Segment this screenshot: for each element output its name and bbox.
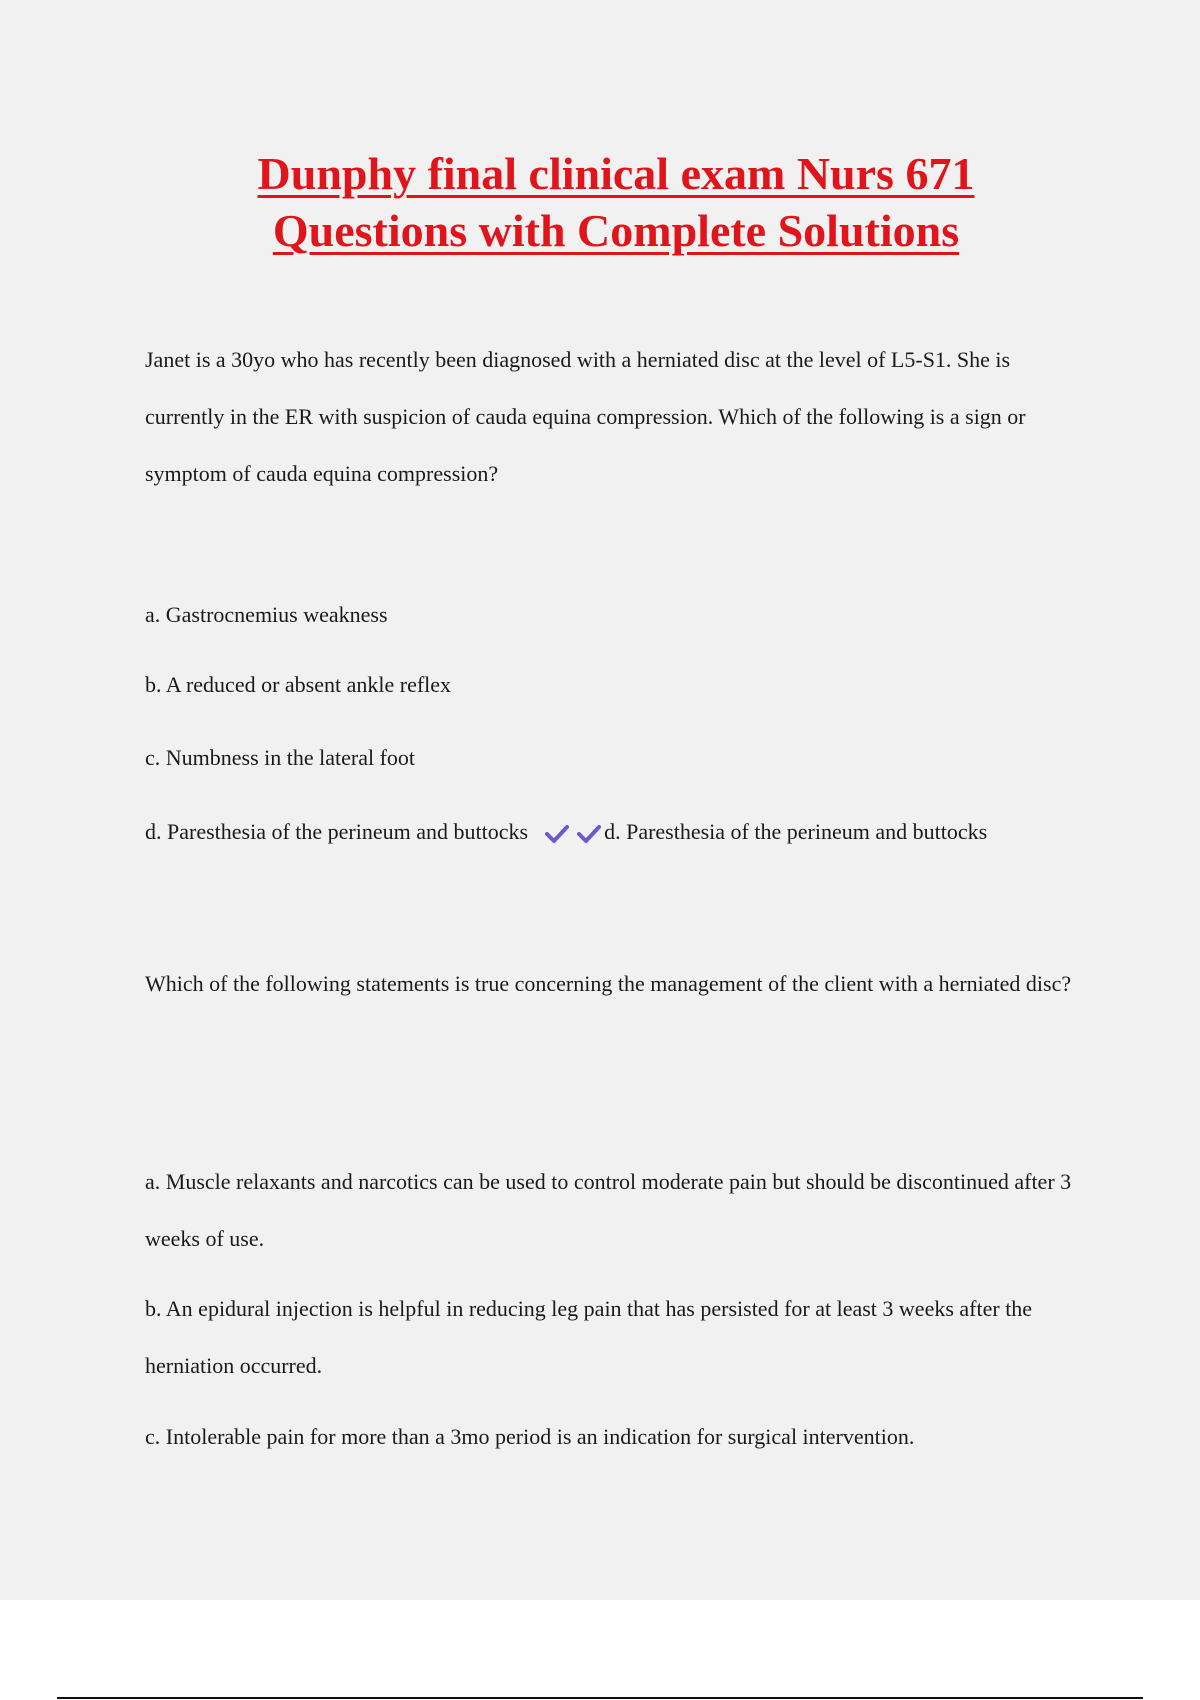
q1-option-c: c. Numbness in the lateral foot: [145, 745, 416, 770]
title-line-2: Questions with Complete Solutions: [272, 205, 960, 256]
checkmark-icon: [544, 823, 570, 845]
q1-answer: d. Paresthesia of the perineum and buttocks: [604, 819, 988, 844]
q1-option-d: d. Paresthesia of the perineum and buttocks: [145, 819, 529, 844]
q2-option-b: b. An epidural injection is helpful in reducing leg pain that has persisted for at least 3 weeks after the herniation occurred.: [145, 1296, 1033, 1378]
footer-rule: [57, 1697, 1143, 1699]
checkmark-icon: [576, 823, 602, 845]
q1-option-a: a. Gastrocnemius weakness: [145, 602, 388, 627]
q2-option-a: a. Muscle relaxants and narcotics can be used to control moderate pain but should be discontinued after 3 weeks of use.: [145, 1169, 1072, 1251]
q1-option-b: b. A reduced or absent ankle reflex: [145, 672, 452, 697]
question-1-stem: Janet is a 30yo who has recently been diagnosed with a herniated disc at the level of L5-S1. She is currently in the ER with suspicion of cauda equina compression. Which of the following is a sign or symptom of cauda equina compression?: [145, 347, 1026, 486]
page-title: [0, 145, 1200, 259]
question-2-stem: Which of the following statements is true concerning the management of the client with a herniated disc?: [145, 971, 1072, 996]
q2-option-c: c. Intolerable pain for more than a 3mo period is an indication for surgical intervention.: [145, 1424, 915, 1449]
q1-option-d-row: [145, 817, 1105, 847]
title-line-1: Dunphy final clinical exam Nurs 671: [257, 148, 975, 199]
